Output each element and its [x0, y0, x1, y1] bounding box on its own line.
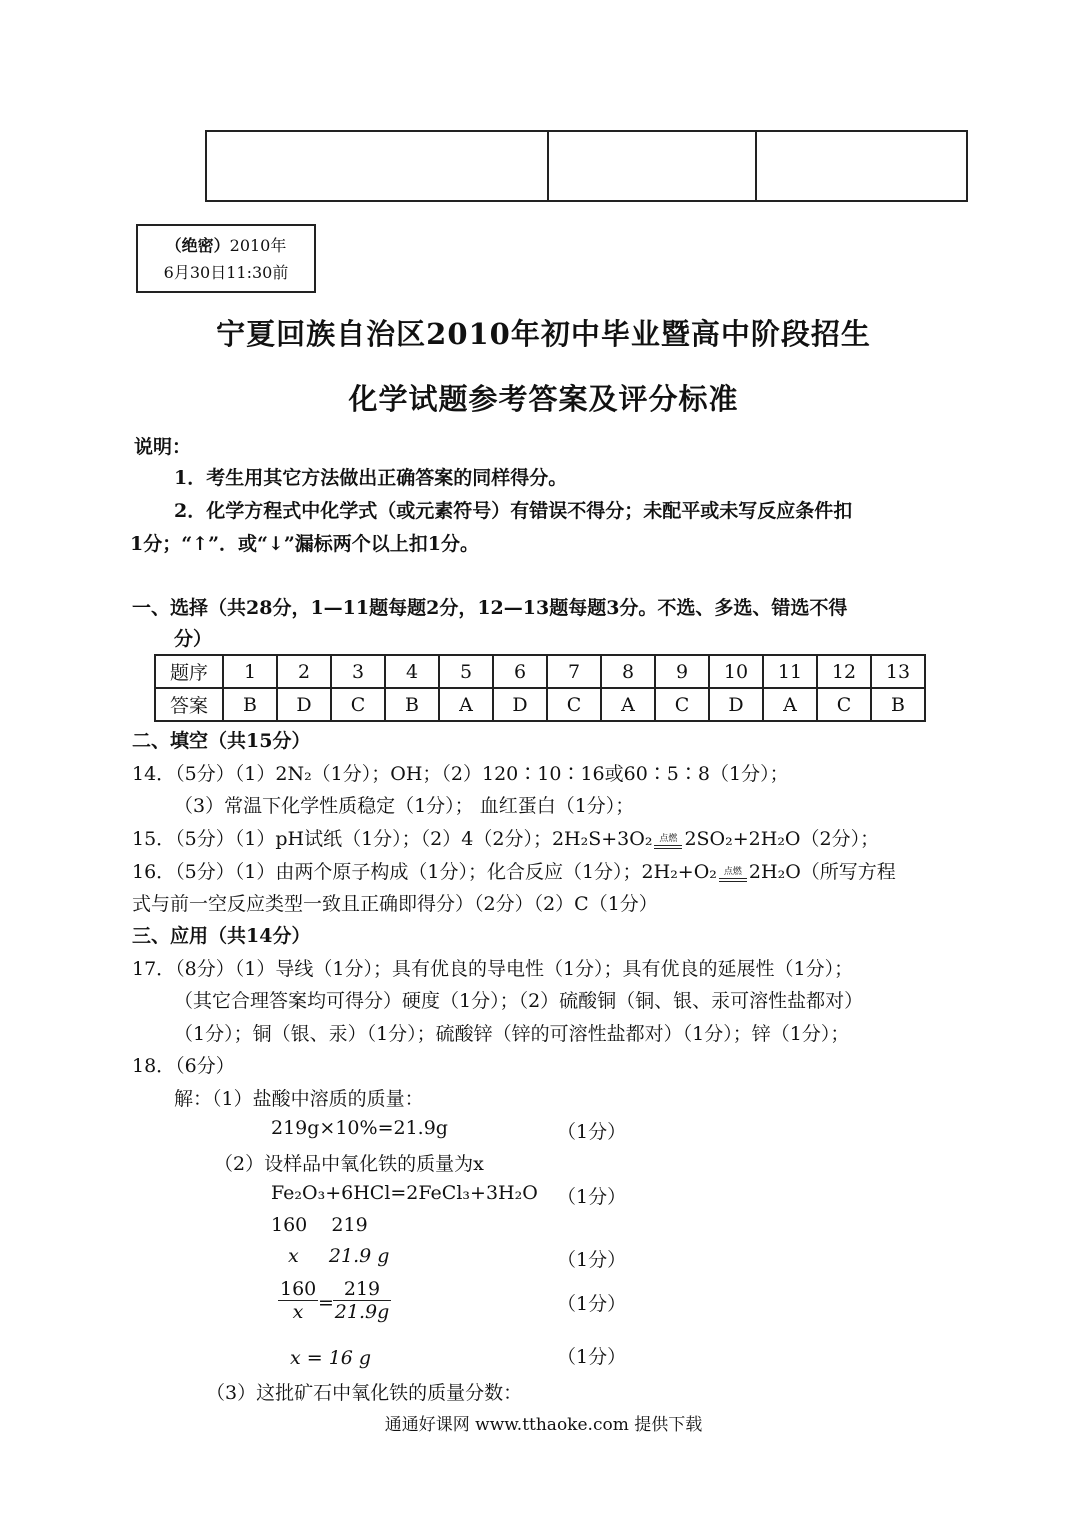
solution-step-3: （3）这批矿石中氧化铁的质量分数：	[206, 1382, 523, 1404]
solution-step-1: 解：（1）盐酸中溶质的质量：	[174, 1088, 424, 1110]
score-mark: （1分）	[557, 1293, 627, 1315]
score-mark: （1分）	[557, 1186, 627, 1208]
question-number: 11	[763, 655, 817, 688]
page-subtitle: 化学试题参考答案及评分标准	[348, 382, 739, 416]
score-mark: （1分）	[557, 1249, 627, 1271]
note-item-2: 2．化学方程式中化学式（或元素符号）有错误不得分；未配平或未写反应条件扣	[174, 500, 853, 522]
row-label: 答案	[155, 688, 223, 721]
q17-line2: （其它合理答案均可得分）硬度（1分）；（2）硫酸铜（铜、银、汞可溶性盐都对）	[174, 990, 864, 1012]
secret-stamp-box	[136, 224, 316, 293]
question-number: 12	[817, 655, 871, 688]
result-line: x = 16 g	[290, 1347, 372, 1369]
footer-credit: 通通好课网 www.tthaoke.com 提供下载	[384, 1415, 703, 1435]
answer-table	[154, 654, 926, 722]
q15-text: 15．（5分）（1）pH试纸（1分）；（2）4（2分）；2H₂S+3O₂	[132, 828, 653, 850]
secret-label: （绝密）	[165, 236, 230, 255]
answer-cell: D	[493, 688, 547, 721]
ratio-bottom: x 21.9 g	[288, 1245, 390, 1267]
question-number: 3	[331, 655, 385, 688]
q17-line1: 17．（8分）（1）导线（1分）；具有优良的导电性（1分）；具有优良的延展性（1分）；	[132, 958, 854, 980]
row-label: 题序	[155, 655, 223, 688]
answer-cell: D	[709, 688, 763, 721]
q14-line2: （3）常温下化学性质稳定（1分）； 血红蛋白（1分）；	[174, 795, 635, 817]
answer-cell: A	[763, 688, 817, 721]
question-number: 5	[439, 655, 493, 688]
question-number: 2	[277, 655, 331, 688]
answer-cell: C	[547, 688, 601, 721]
section1-heading: 一、选择（共28分，1—11题每题2分，12—13题每题3分。不选、多选、错选不得	[132, 597, 848, 619]
question-number: 7	[547, 655, 601, 688]
q16-line1	[132, 857, 896, 884]
q16-text: 16．（5分）（1）由两个原子构成（1分）；化合反应（1分）；2H₂+O₂	[132, 861, 717, 883]
q15-text-end: 2SO₂+2H₂O（2分）；	[684, 828, 880, 850]
answer-cell: C	[331, 688, 385, 721]
answer-cell: A	[601, 688, 655, 721]
score-mark: （1分）	[557, 1121, 627, 1143]
secret-deadline: 6月30日11:30前	[163, 263, 289, 282]
blank-cell	[207, 132, 549, 200]
notes-heading: 说明：	[134, 436, 192, 458]
fraction-right: $\frac{219}{21.9g}$	[334, 1278, 390, 1323]
question-number: 9	[655, 655, 709, 688]
answer-cell: C	[817, 688, 871, 721]
q14-line1: 14．（5分）（1）2N₂（1分）；OH；（2）120∶10∶16或60∶5∶8（1分）；	[132, 763, 789, 785]
calc-line: 219g×10%=21.9g	[271, 1117, 448, 1139]
answer-cell: B	[385, 688, 439, 721]
q16-line2: 式与前一空反应类型一致且正确即得分）（2分）（2）C（1分）	[132, 893, 658, 915]
table-row	[155, 655, 925, 688]
fraction-left: $\frac{160}{x}$	[280, 1278, 317, 1323]
section3-heading: 三、应用（共14分）	[132, 925, 311, 947]
question-number: 4	[385, 655, 439, 688]
reaction-condition: 点燃	[719, 868, 747, 882]
answer-cell: B	[223, 688, 277, 721]
q15-line	[132, 824, 879, 851]
section1-heading-cont: 分）	[174, 628, 213, 650]
equals-sign: =	[318, 1292, 334, 1314]
question-number: 8	[601, 655, 655, 688]
table-row	[155, 688, 925, 721]
note-item-1: 1．考生用其它方法做出正确答案的同样得分。	[174, 467, 568, 489]
reaction-condition: 点燃	[654, 835, 682, 849]
blank-cell	[549, 132, 757, 200]
answer-cell: C	[655, 688, 709, 721]
answer-cell: D	[277, 688, 331, 721]
note-item-2-cont: 1分；“↑”．或“↓”漏标两个以上扣1分。	[130, 533, 479, 555]
question-number: 6	[493, 655, 547, 688]
answer-cell: B	[871, 688, 925, 721]
secret-year: 2010年	[229, 236, 287, 255]
q17-line3: （1分）；铜（银、汞）（1分）；硫酸锌（锌的可溶性盐都对）（1分）；锌（1分）；	[174, 1023, 850, 1045]
blank-cell	[757, 132, 966, 200]
header-blank-table	[205, 130, 968, 202]
ratio-top: 160 219	[271, 1214, 368, 1236]
question-number: 1	[223, 655, 277, 688]
solution-step-2: （2）设样品中氧化铁的质量为x	[214, 1153, 484, 1175]
question-number: 10	[709, 655, 763, 688]
q18-heading: 18．（6分）	[132, 1055, 235, 1077]
answer-cell: A	[439, 688, 493, 721]
question-number: 13	[871, 655, 925, 688]
section2-heading: 二、填空（共15分）	[132, 730, 311, 752]
chemical-equation: Fe₂O₃+6HCl=2FeCl₃+3H₂O	[271, 1182, 538, 1204]
page-title: 宁夏回族自治区2010年初中毕业暨高中阶段招生	[216, 317, 871, 351]
q16-text-end: 2H₂O（所写方程	[748, 861, 896, 883]
score-mark: （1分）	[557, 1346, 627, 1368]
